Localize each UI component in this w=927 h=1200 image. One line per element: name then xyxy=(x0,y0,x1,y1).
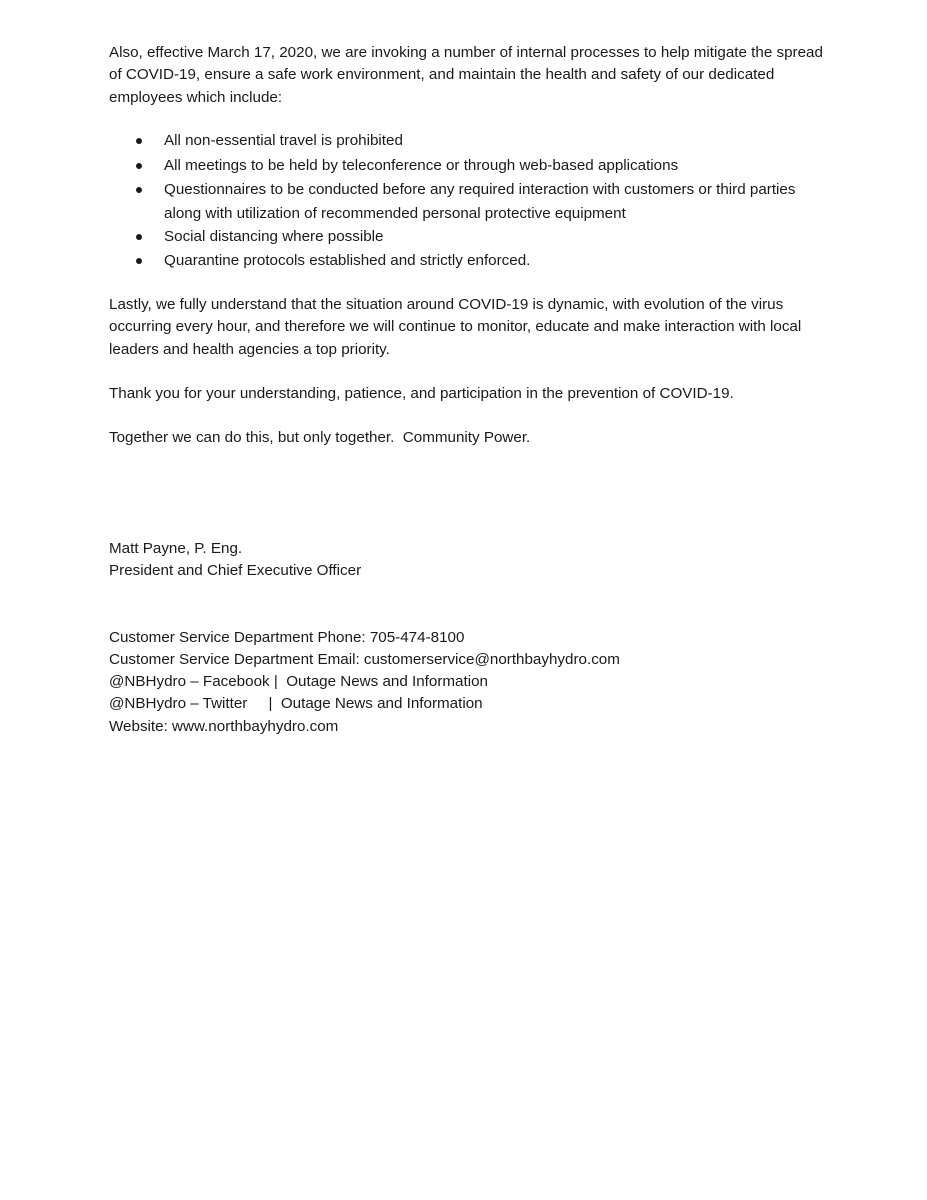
contact-website: Website: www.northbayhydro.com xyxy=(109,717,339,735)
signer-name: Matt Payne, P. Eng. xyxy=(109,539,243,557)
list-item-text: Quarantine protocols established and strictly enforced. xyxy=(164,252,531,270)
list-item xyxy=(109,178,829,225)
closing-line: Together we can do this, but only together. Community Power. xyxy=(109,429,531,447)
bullet-icon xyxy=(136,234,142,240)
bullet-icon xyxy=(136,163,142,169)
bullet-icon xyxy=(136,187,142,193)
contact-twitter: @NBHydro – Twitter | Outage News and Information xyxy=(109,695,483,713)
contact-email: Customer Service Department Email: customerservice@northbayhydro.com xyxy=(109,650,620,668)
list-item xyxy=(109,249,829,273)
measures-list xyxy=(109,129,829,274)
list-item-text: All non-essential travel is prohibited xyxy=(164,132,403,150)
contact-block xyxy=(109,627,829,738)
signature-block xyxy=(109,538,829,583)
list-item xyxy=(109,129,829,153)
lastly-paragraph: Lastly, we fully understand that the situation around COVID-19 is dynamic, with evolution of the virus occurring every hour, and therefore we will continue to monitor, educate and make interaction with local leaders and health agencies a top priority. xyxy=(109,295,802,358)
list-item-text: All meetings to be held by teleconference or through web-based applications xyxy=(164,156,679,174)
list-item xyxy=(109,154,829,178)
list-item-text: Questionnaires to be conducted before any required interaction with customers or third parties along with utilization of recommended personal protective equipment xyxy=(164,181,796,222)
contact-facebook: @NBHydro – Facebook | Outage News and Information xyxy=(109,673,488,691)
signer-title: President and Chief Executive Officer xyxy=(109,562,362,580)
intro-paragraph: Also, effective March 17, 2020, we are invoking a number of internal processes to help mitigate the spread of COVID-19, ensure a safe work environment, and maintain the health and safety of our dedicated employees which include: xyxy=(109,44,823,106)
bullet-icon xyxy=(136,138,142,144)
letter-page xyxy=(109,42,829,738)
list-item xyxy=(109,225,829,249)
contact-phone: Customer Service Department Phone: 705-474-8100 xyxy=(109,628,465,646)
list-item-text: Social distancing where possible xyxy=(164,228,384,246)
bullet-icon xyxy=(136,258,142,264)
thanks-paragraph: Thank you for your understanding, patience, and participation in the prevention of COVID-19. xyxy=(109,385,734,403)
